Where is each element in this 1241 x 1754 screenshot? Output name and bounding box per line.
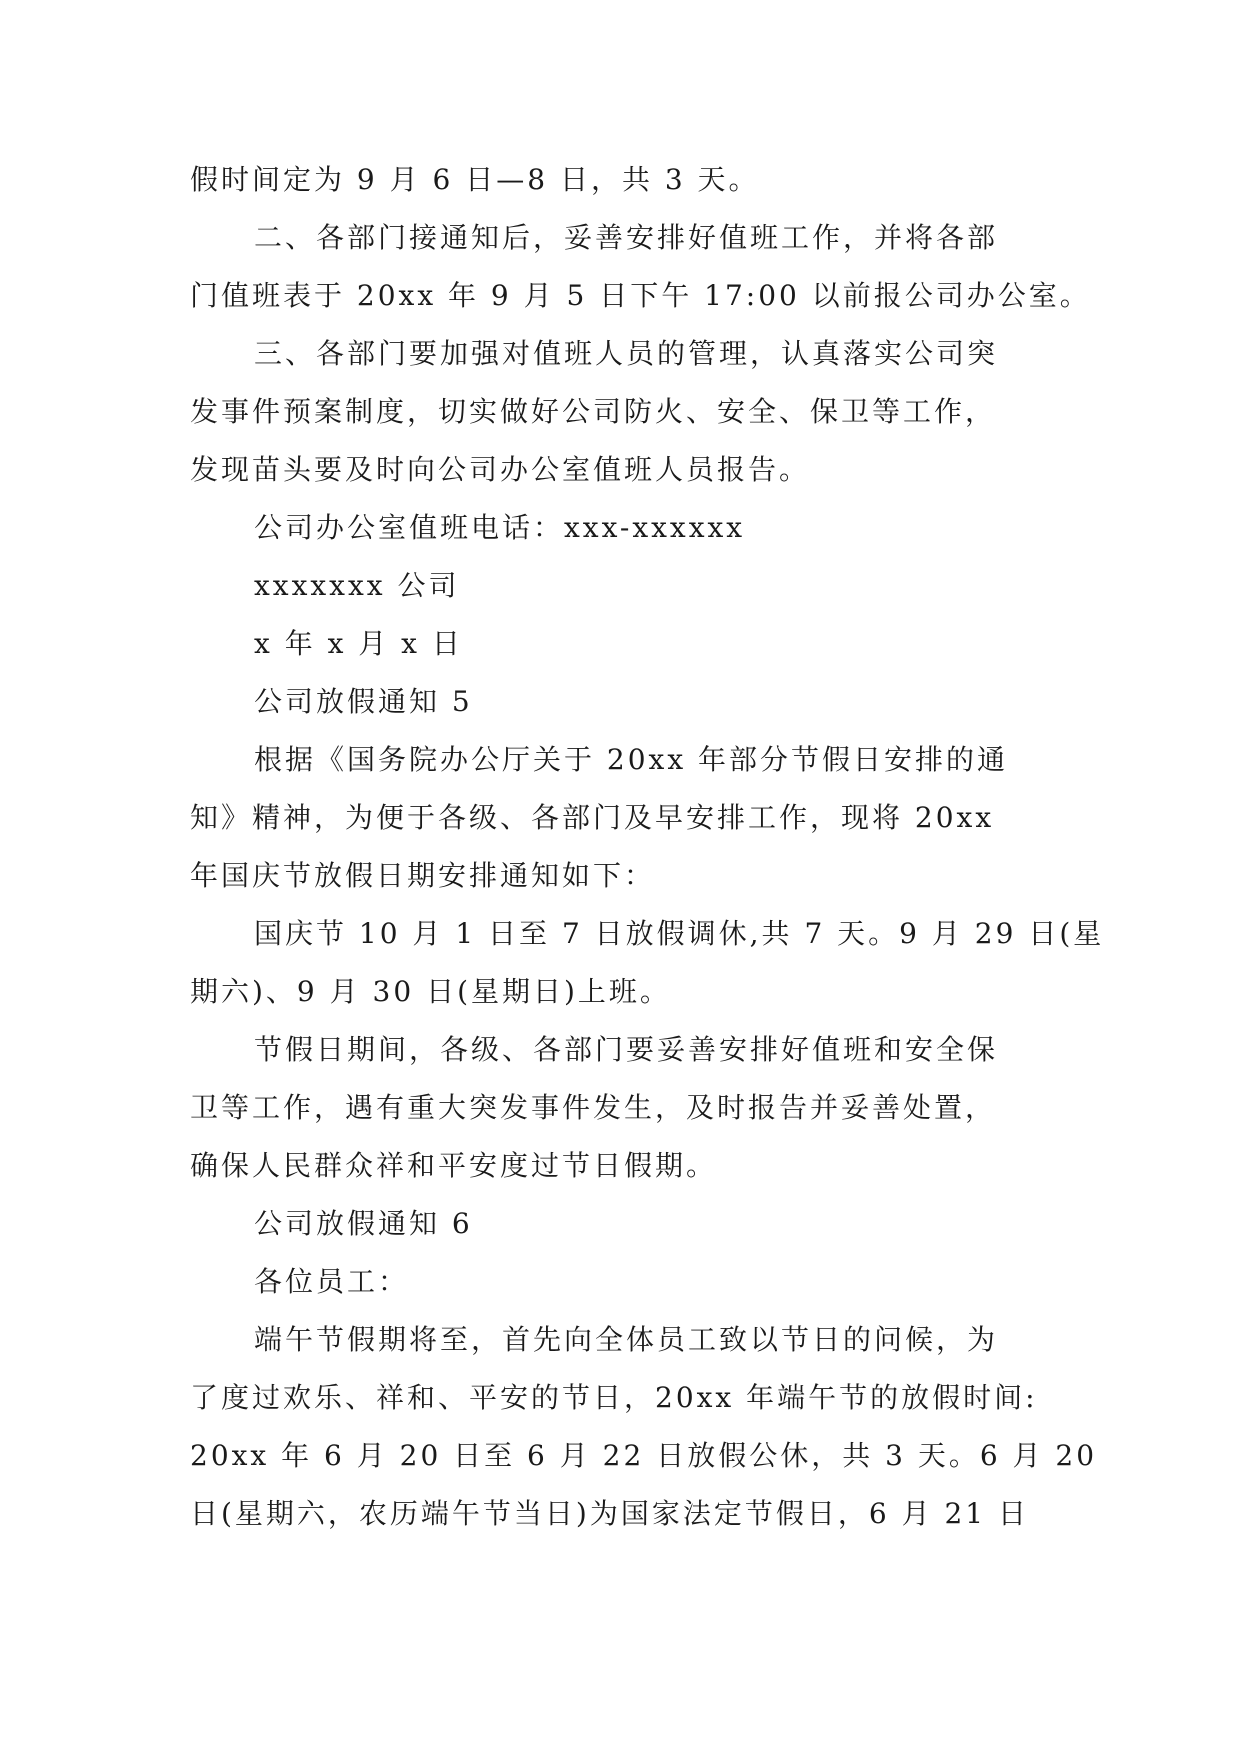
phone-line: 公司办公室值班电话：xxx-xxxxxx <box>254 511 746 544</box>
paragraph-line: 发事件预案制度，切实做好公司防火、安全、保卫等工作， <box>190 395 997 428</box>
paragraph-line: 国庆节 10 月 1 日至 7 日放假调休,共 7 天。9 月 29 日(星 <box>254 917 1105 950</box>
paragraph-line: 假时间定为 9 月 6 日—8 日，共 3 天。 <box>190 163 760 196</box>
paragraph-line: 日(星期六，农历端午节当日)为国家法定节假日，6 月 21 日 <box>190 1497 1029 1530</box>
section-heading: 公司放假通知 5 <box>254 685 473 718</box>
company-signature: xxxxxxx 公司 <box>254 569 460 602</box>
section-heading: 公司放假通知 6 <box>254 1207 473 1240</box>
paragraph-line: 20xx 年 6 月 20 日至 6 月 22 日放假公休，共 3 天。6 月 20 <box>190 1439 1098 1472</box>
paragraph-line: 年国庆节放假日期安排通知如下： <box>190 859 656 892</box>
paragraph-line: 三、各部门要加强对值班人员的管理，认真落实公司突 <box>254 337 999 370</box>
paragraph-line: 节假日期间，各级、各部门要妥善安排好值班和安全保 <box>254 1033 999 1066</box>
paragraph-line: 发现苗头要及时向公司办公室值班人员报告。 <box>190 453 811 486</box>
paragraph-line: 二、各部门接通知后，妥善安排好值班工作，并将各部 <box>254 221 999 254</box>
paragraph-line: 期六)、9 月 30 日(星期日)上班。 <box>190 975 671 1008</box>
paragraph-line: 确保人民群众祥和平安度过节日假期。 <box>190 1149 718 1182</box>
paragraph-line: 根据《国务院办公厅关于 20xx 年部分节假日安排的通 <box>254 743 1009 776</box>
paragraph-line: 卫等工作，遇有重大突发事件发生，及时报告并妥善处置， <box>190 1091 997 1124</box>
paragraph-line: 端午节假期将至，首先向全体员工致以节日的问候，为 <box>254 1323 999 1356</box>
signature-date: x 年 x 月 x 日 <box>254 627 463 660</box>
paragraph-line: 门值班表于 20xx 年 9 月 5 日下午 17:00 以前报公司办公室。 <box>190 279 1091 312</box>
paragraph-line: 知》精神，为便于各级、各部门及早安排工作，现将 20xx <box>190 801 995 834</box>
paragraph-line: 了度过欢乐、祥和、平安的节日，20xx 年端午节的放假时间: <box>190 1381 1038 1414</box>
salutation: 各位员工： <box>254 1265 410 1298</box>
